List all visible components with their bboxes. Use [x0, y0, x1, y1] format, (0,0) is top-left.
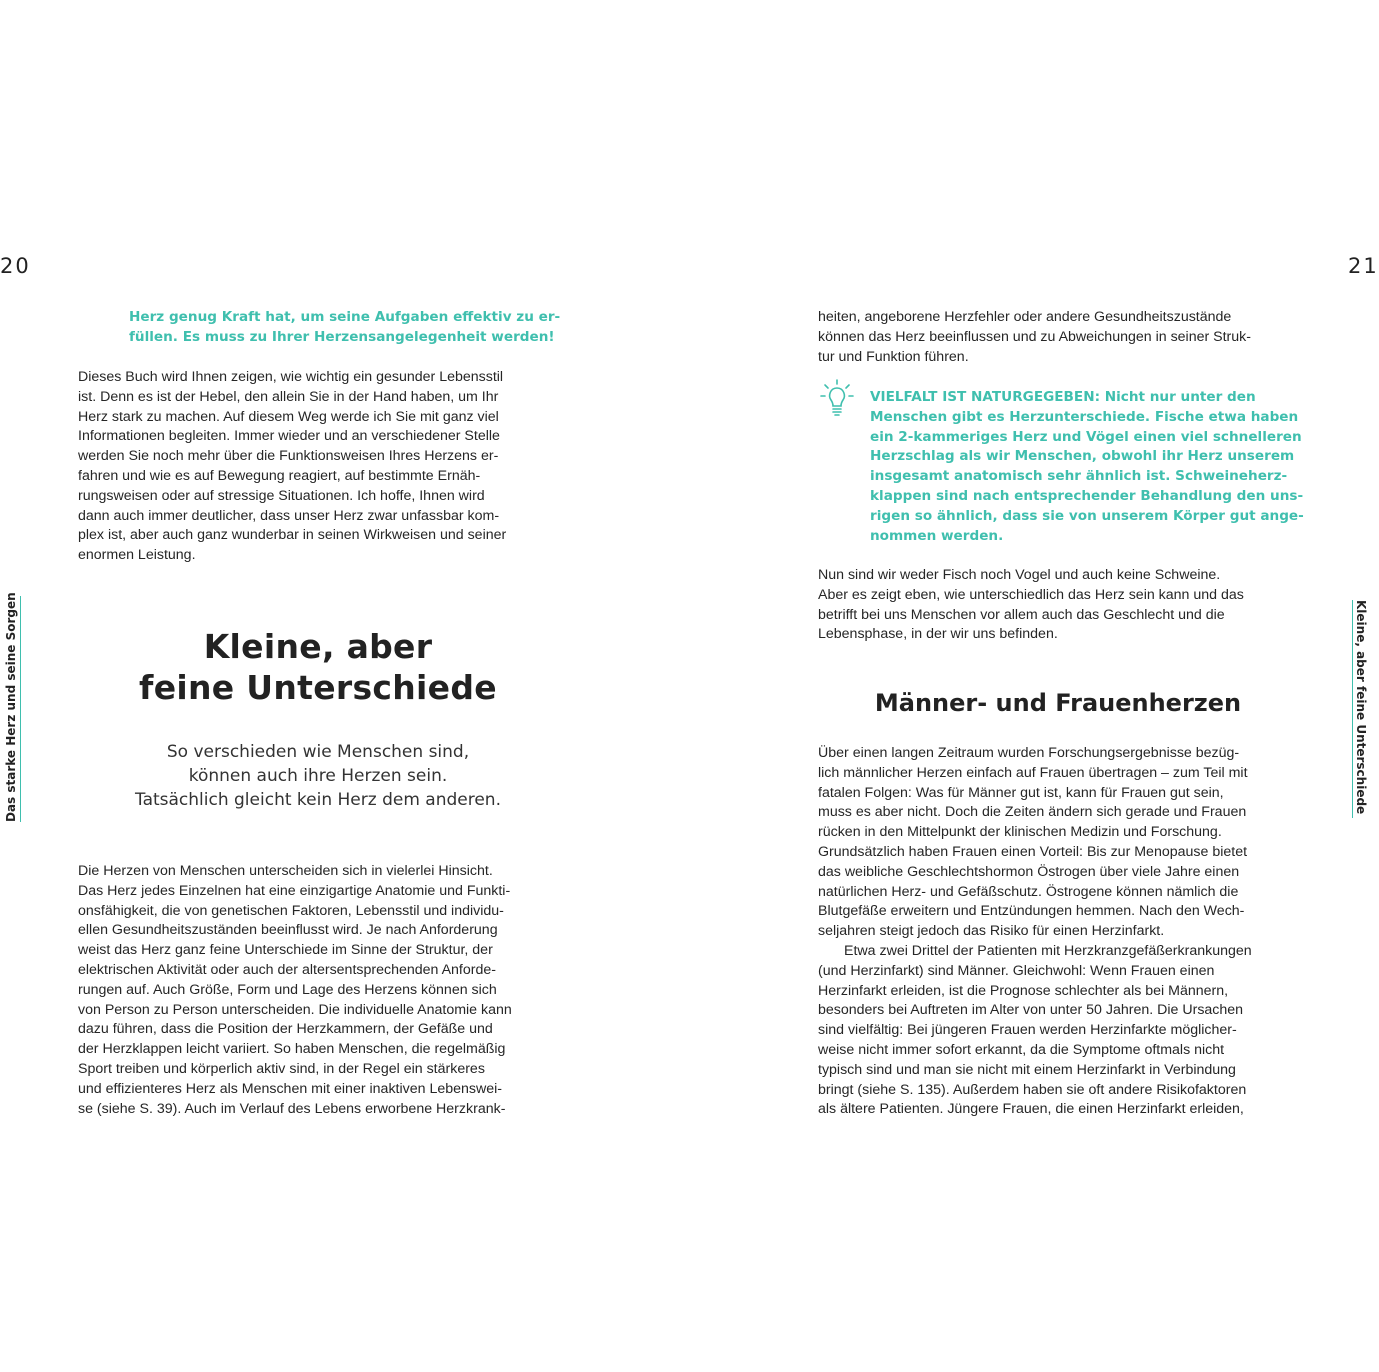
- text-line: Blutgefäße erweitern und Entzündungen hemmen. Nach den Wech-: [818, 903, 1245, 920]
- text-line: betrifft bei uns Menschen vor allem auch das Geschlecht und die: [818, 606, 1225, 623]
- lightbulb-icon: [820, 378, 854, 418]
- text-line: das weibliche Geschlechtshormon Östrogen über viele Jahre einen: [818, 863, 1240, 880]
- tip-line: VIELFALT IST NATURGEGEBEN: Nicht nur unter den: [870, 389, 1256, 405]
- chapter-heading: [78, 626, 558, 708]
- paragraph-research: [818, 744, 1252, 1120]
- lead-line: Tatsächlich gleicht kein Herz dem anderen.: [135, 790, 501, 810]
- running-head-rule-right: [1352, 600, 1353, 818]
- tip-line: rigen so ähnlich, dass sie von unserem Körper gut ange-: [870, 507, 1304, 524]
- page-number-left: 20: [0, 254, 31, 278]
- chapter-lead: [78, 740, 558, 812]
- accent-line: füllen. Es muss zu Ihrer Herzensangelegenheit werden!: [129, 328, 555, 345]
- text-line: rücken in den Mittelpunkt der klinischen Medizin und Forschung.: [818, 824, 1222, 841]
- lead-line: So verschieden wie Menschen sind,: [166, 742, 470, 762]
- text-line: Herz stark zu machen. Auf diesem Weg werde ich Sie mit ganz viel: [78, 408, 499, 425]
- text-line: typisch sind und man sie nicht mit einem Herzinfarkt in Verbindung: [818, 1061, 1236, 1078]
- text-line: und effizienteres Herz als Menschen mit einer inaktiven Lebenswei-: [78, 1080, 503, 1097]
- text-line: rungsweisen oder auf stressige Situationen. Ich hoffe, Ihnen wird: [78, 487, 485, 504]
- text-line: werden Sie noch mehr über die Funktionsweisen Ihres Herzens er-: [78, 448, 499, 465]
- tip-line: insgesamt anatomisch sehr ähnlich ist. Schweineherz-: [870, 468, 1288, 485]
- text-line: enormen Leistung.: [78, 547, 196, 564]
- tip-line: klappen sind nach entsprechender Behandlung den uns-: [870, 487, 1304, 504]
- text-line: Über einen langen Zeitraum wurden Forschungsergebnisse bezüg-: [818, 745, 1240, 761]
- text-line: Sport treiben und körperlich aktiv sind, in der Regel ein stärkeres: [78, 1060, 485, 1077]
- text-line: dann auch immer deutlicher, dass unser Herz zwar unfassbar kom-: [78, 507, 500, 524]
- running-head-right: Kleine, aber feine Unterschiede: [1354, 600, 1368, 815]
- text-line: Nun sind wir weder Fisch noch Vogel und auch keine Schweine.: [818, 567, 1221, 583]
- text-line: ist. Denn es ist der Hebel, den allein Sie in der Hand haben, um Ihr: [78, 388, 499, 405]
- text-line: lich männlicher Herzen einfach auf Frauen übertragen – zum Teil mit: [818, 764, 1248, 781]
- accent-line: Herz genug Kraft hat, um seine Aufgaben effektiv zu er-: [129, 309, 561, 325]
- paragraph-differences: [78, 862, 512, 1119]
- text-line: weist das Herz ganz feine Unterschiede im Sinne der Struktur, der: [78, 942, 493, 959]
- text-line: besonders bei Auftreten im Alter von unter 50 Jahren. Die Ursachen: [818, 1002, 1244, 1019]
- text-line: dazu führen, dass die Position der Herzkammern, der Gefäße und: [78, 1021, 493, 1038]
- text-line: ellen Gesundheitszuständen beeinflusst wird. Je nach Anforderung: [78, 922, 498, 939]
- text-line: Lebensphase, in der wir uns befinden.: [818, 626, 1058, 643]
- page-number-right: 21: [1348, 254, 1379, 278]
- text-line: rungen auf. Auch Größe, Form und Lage des Herzens können sich: [78, 981, 497, 998]
- text-line: plex ist, aber auch ganz wunderbar in seinen Wirkweisen und seiner: [78, 527, 507, 544]
- text-line: (und Herzinfarkt) sind Männer. Gleichwohl: Wenn Frauen einen: [818, 962, 1215, 979]
- text-line: heiten, angeborene Herzfehler oder andere Gesundheitszustände: [818, 309, 1232, 325]
- text-line: seljahren steigt jedoch das Risiko für einen Herzinfarkt.: [818, 923, 1165, 940]
- paragraph-continuation: [818, 308, 1251, 367]
- lead-line: können auch ihre Herzen sein.: [188, 766, 448, 786]
- text-line: natürlichen Herz- und Gefäßschutz. Östrogene können nämlich die: [818, 883, 1239, 900]
- text-line: der Herzklappen leicht variiert. So haben Menschen, die regelmäßig: [78, 1041, 506, 1058]
- tip-box: [870, 388, 1304, 546]
- section-heading: Männer- und Frauenherzen: [874, 689, 1242, 717]
- text-line: tur und Funktion führen.: [818, 348, 969, 365]
- text-line: onsfähigkeit, die von genetischen Faktoren, Lebensstil und individu-: [78, 902, 504, 919]
- paragraph-intro: [78, 368, 506, 566]
- heading-line: feine Unterschiede: [139, 668, 497, 707]
- text-line: se (siehe S. 39). Auch im Verlauf des Lebens erworbene Herzkrank-: [78, 1100, 506, 1117]
- text-line: Herzinfarkt erleiden, ist die Prognose schlechter als bei Männern,: [818, 982, 1229, 999]
- tip-line: Menschen gibt es Herzunterschiede. Fische etwa haben: [870, 408, 1299, 425]
- text-line: elektrischen Aktivität oder auch der altersentsprechenden Anforde-: [78, 961, 496, 978]
- text-line: Das Herz jedes Einzelnen hat eine einzigartige Anatomie und Funkti-: [78, 882, 511, 899]
- text-line: muss es aber nicht. Doch die Zeiten ändern sich gerade und Frauen: [818, 804, 1247, 821]
- text-line: Aber es zeigt eben, wie unterschiedlich das Herz sein kann und das: [818, 586, 1244, 603]
- text-line: fahren und wie es auf Bewegung reagiert, auf bestimmte Ernäh-: [78, 467, 481, 484]
- text-line: Die Herzen von Menschen unterscheiden sich in vielerlei Hinsicht.: [78, 863, 493, 879]
- heading-line: Kleine, aber: [203, 627, 433, 666]
- text-line: fatalen Folgen: Was für Männer gut ist, kann für Frauen gut sein,: [818, 784, 1224, 801]
- text-line: Etwa zwei Drittel der Patienten mit Herzkranzgefäßerkrankungen: [844, 942, 1252, 959]
- running-head-left: Das starke Herz und seine Sorgen: [4, 592, 18, 822]
- text-line: können das Herz beeinflussen und zu Abweichungen in seiner Struk-: [818, 328, 1251, 345]
- text-line: als ältere Patienten. Jüngere Frauen, die einen Herzinfarkt erleiden,: [818, 1101, 1244, 1118]
- text-line: bringt (siehe S. 135). Außerdem haben sie oft andere Risikofaktoren: [818, 1081, 1247, 1098]
- tip-line: ein 2-kammeriges Herz und Vögel einen viel schnelleren: [870, 428, 1302, 445]
- text-line: sind vielfältig: Bei jüngeren Frauen werden Herzinfarkte möglicher-: [818, 1022, 1237, 1039]
- accent-paragraph-left: [129, 308, 560, 348]
- tip-line: nommen werden.: [870, 527, 1004, 544]
- text-line: Dieses Buch wird Ihnen zeigen, wie wichtig ein gesunder Lebensstil: [78, 369, 504, 385]
- text-line: Grundsätzlich haben Frauen einen Vorteil: Bis zur Menopause bietet: [818, 843, 1248, 860]
- running-head-rule-left: [20, 596, 21, 822]
- text-line: von Person zu Person unterscheiden. Die individuelle Anatomie kann: [78, 1001, 512, 1018]
- text-line: Informationen begleiten. Immer wieder und an verschiedener Stelle: [78, 428, 500, 445]
- tip-line: Herzschlag als wir Menschen, obwohl ihr Herz unserem: [870, 448, 1295, 465]
- paragraph-summary: [818, 566, 1244, 645]
- text-line: weise nicht immer sofort erkannt, da die Symptome oftmals nicht: [818, 1041, 1225, 1058]
